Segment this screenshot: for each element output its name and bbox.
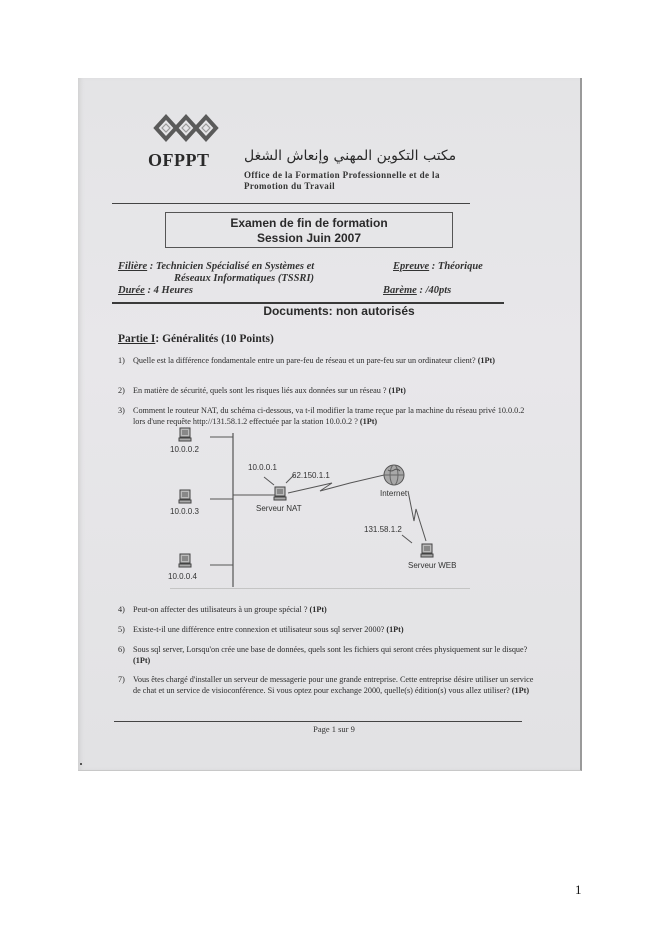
question-points: (1Pt)	[511, 686, 530, 695]
question-number: 7)	[118, 675, 125, 684]
section-heading	[118, 333, 274, 345]
computer-icon	[178, 489, 192, 505]
question-points: (1Pt)	[388, 386, 406, 395]
web-server-label: Serveur WEB	[408, 561, 457, 570]
filiere-label: Filière	[118, 261, 148, 272]
question-4	[118, 604, 538, 615]
computer-icon	[178, 553, 192, 569]
question-text: Peut-on affecter des utilisateurs à un groupe spécial ?	[133, 605, 308, 614]
filiere-row	[118, 261, 314, 272]
question-text: En matière de sécurité, quels sont les risques liés aux données sur un réseau ?	[133, 386, 387, 395]
duree-row	[118, 285, 193, 296]
question-1	[118, 355, 538, 366]
office-name-line1: Office de la Formation Professionnelle et de la	[244, 170, 440, 180]
question-points: (1Pt)	[386, 625, 404, 634]
question-text: Vous êtes chargé d'installer un serveur de messagerie pour une grande entreprise. Cette entreprise désire utiliser un service de chat et un service de visioconférence. Si vous optez pour exchange 2000, quelle(s) édition(s) vous allez utiliser?	[133, 675, 534, 695]
question-5	[118, 624, 538, 635]
question-points: (1Pt)	[309, 605, 327, 614]
epreuve-row	[393, 261, 483, 272]
bareme-row	[383, 285, 451, 296]
host-ip-label: 10.0.0.4	[168, 572, 197, 581]
exam-title: Examen de fin de formation	[230, 216, 388, 230]
bareme-label: Barème	[383, 285, 417, 296]
ofppt-logo-icon	[152, 111, 222, 145]
internet-label: Internet	[380, 489, 408, 498]
web-server-ip: 131.58.1.2	[364, 525, 402, 534]
question-7	[118, 674, 538, 696]
exam-title-box	[165, 212, 453, 248]
scan-artifact	[80, 763, 82, 765]
question-text: Existe-t-il une différence entre connexion et utilisateur sous sql server 2000?	[133, 625, 385, 634]
duree-label: Durée	[118, 285, 145, 296]
exam-session: Session Juin 2007	[256, 231, 362, 245]
question-text: Sous sql server, Lorsqu'on crée une base de données, quels sont les fichiers qui seront crées physiquement sur le disque?	[133, 645, 528, 654]
question-text: Quelle est la différence fondamentale entre un pare-feu de réseau et un pare-feu sur un ordinateur client?	[133, 356, 476, 365]
nat-external-ip: 62.150.1.1	[292, 471, 330, 480]
question-points: (1Pt)	[359, 417, 378, 426]
question-number: 4)	[118, 605, 125, 614]
arabic-org-name: مكتب التكوين المهني وإنعاش الشغل	[244, 148, 457, 164]
question-points: (1Pt)	[133, 656, 151, 665]
header-divider	[112, 203, 470, 204]
page-number: 1	[575, 882, 582, 897]
question-number: 6)	[118, 645, 125, 654]
internet-globe-icon	[382, 463, 406, 487]
bareme-value: : /40pts	[419, 285, 452, 296]
duree-value: : 4 Heures	[147, 285, 193, 296]
question-text: Comment le routeur NAT, du schéma ci-dessous, va t-il modifier la trame reçue par la machine du réseau privé 10.0.0.2 lors d'une requête http://131.58.1.2 effectuée par la station 10.0.0.2 ?	[133, 406, 525, 426]
filiere-value-line2: Réseaux Informatiques (TSSRI)	[174, 273, 315, 284]
office-name-line2: Promotion du Travail	[244, 181, 336, 191]
brand-name: OFPPT	[148, 150, 210, 170]
question-number: 1)	[118, 356, 125, 365]
documents-notice: Documents: non autorisés	[263, 304, 415, 318]
nat-internal-ip: 10.0.0.1	[248, 463, 277, 472]
question-6	[118, 644, 538, 666]
question-number: 2)	[118, 386, 125, 395]
scanned-page	[78, 78, 582, 771]
network-diagram	[170, 425, 470, 595]
question-2	[118, 385, 538, 396]
filiere-value: : Technicien Spécialisé en Systèmes et	[149, 261, 315, 272]
question-number: 3)	[118, 406, 125, 415]
question-points: (1Pt)	[477, 356, 495, 365]
nat-server-icon	[273, 486, 287, 502]
nat-label: Serveur NAT	[256, 504, 302, 513]
page-footer: Page 1 sur 9	[313, 724, 355, 734]
web-server-icon	[420, 543, 434, 559]
question-3	[118, 405, 538, 427]
footer-divider	[114, 721, 522, 722]
host-ip-label: 10.0.0.2	[170, 445, 199, 454]
question-number: 5)	[118, 625, 125, 634]
office-name	[244, 170, 504, 192]
computer-icon	[178, 427, 192, 443]
host-ip-label: 10.0.0.3	[170, 507, 199, 516]
epreuve-label: Epreuve	[393, 261, 430, 272]
section-label: Partie I	[118, 333, 156, 345]
epreuve-value: : Théorique	[431, 261, 483, 272]
diagram-bottom-edge	[170, 588, 470, 589]
section-title: : Généralités (10 Points)	[155, 333, 274, 345]
